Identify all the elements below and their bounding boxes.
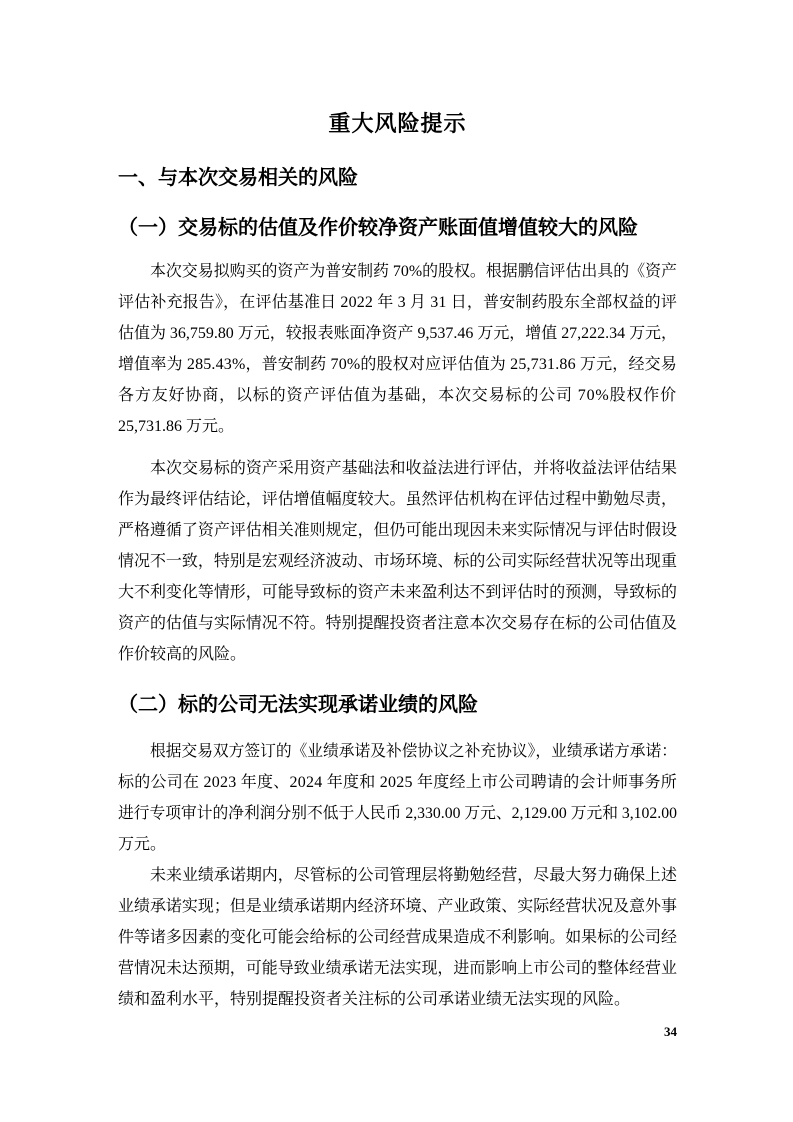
text-line: 根据交易双方签订的《业绩承诺及补偿协议之补充协议》，业绩承诺方承诺： xyxy=(150,743,677,760)
page-number: 34 xyxy=(664,1024,677,1039)
section-heading-1: 一、与本次交易相关的风险 xyxy=(118,167,358,189)
text-line: 本次交易拟购买的资产为普安制药 70%的股权。根据鹏信评估出具的《资产 xyxy=(150,263,677,280)
text-line: 资产的估值与实际情况不符。特别提醒投资者注意本次交易存在标的公司估值及 xyxy=(118,615,677,632)
text-line: 25,731.86 万元。 xyxy=(118,418,235,435)
text-line: 大不利变化等情形，可能导致标的资产未来盈利达不到评估时的预测，导致标的 xyxy=(118,584,677,601)
text-line: 增值率为 285.43%，普安制药 70%的股权对应评估值为 25,731.86 万元，经交易 xyxy=(118,356,677,373)
paragraph-performance-1 xyxy=(118,736,677,860)
paragraph-performance-2 xyxy=(118,860,677,1015)
text-line: 本次交易标的资产采用资产基础法和收益法进行评估，并将收益法评估结果 xyxy=(150,460,677,477)
paragraph-valuation-1 xyxy=(118,256,677,442)
text-line: 作价较高的风险。 xyxy=(118,646,247,663)
text-line: 严格遵循了资产评估相关准则规定，但仍可能出现因未来实际情况与评估时假设 xyxy=(118,522,677,539)
document-content xyxy=(0,109,793,1040)
text-line: 标的公司在 2023 年度、2024 年度和 2025 年度经上市公司聘请的会计师事务所 xyxy=(118,774,677,791)
text-line: 评估补充报告》，在评估基准日 2022 年 3 月 31 日，普安制药股东全部权益的评 xyxy=(118,294,677,311)
text-line: 作为最终评估结论，评估增值幅度较大。虽然评估机构在评估过程中勤勉尽责， xyxy=(118,491,677,508)
text-line: 各方友好协商，以标的资产评估值为基础，本次交易标的公司 70%股权作价 xyxy=(118,387,677,404)
page-title: 重大风险提示 xyxy=(328,111,467,136)
text-line: 万元。 xyxy=(118,836,167,853)
subsection-heading-1-2: （二）标的公司无法实现承诺业绩的风险 xyxy=(118,694,478,716)
text-line: 业绩承诺实现；但是业绩承诺期内经济环境、产业政策、实际经营状况及意外事 xyxy=(118,898,677,915)
text-line: 营情况未达预期，可能导致业绩承诺无法实现，进而影响上市公司的整体经营业 xyxy=(118,960,677,977)
text-line: 估值为 36,759.80 万元，较报表账面净资产 9,537.46 万元，增值 27,222.34 万元， xyxy=(118,325,677,342)
subsection-heading-1-1: （一）交易标的估值及作价较净资产账面值增值较大的风险 xyxy=(118,217,638,239)
text-line: 绩和盈利水平，特别提醒投资者关注标的公司承诺业绩无法实现的风险。 xyxy=(118,991,631,1008)
text-line: 进行专项审计的净利润分别不低于人民币 2,330.00 万元、2,129.00 万元和 3,102.00 xyxy=(118,805,677,822)
paragraph-valuation-2 xyxy=(118,453,677,670)
text-line: 件等诸多因素的变化可能会给标的公司经营成果造成不利影响。如果标的公司经 xyxy=(118,929,677,946)
text-line: 情况不一致，特别是宏观经济波动、市场环境、标的公司实际经营状况等出现重 xyxy=(118,553,677,570)
text-line: 未来业绩承诺期内，尽管标的公司管理层将勤勉经营，尽最大努力确保上述 xyxy=(150,867,677,884)
